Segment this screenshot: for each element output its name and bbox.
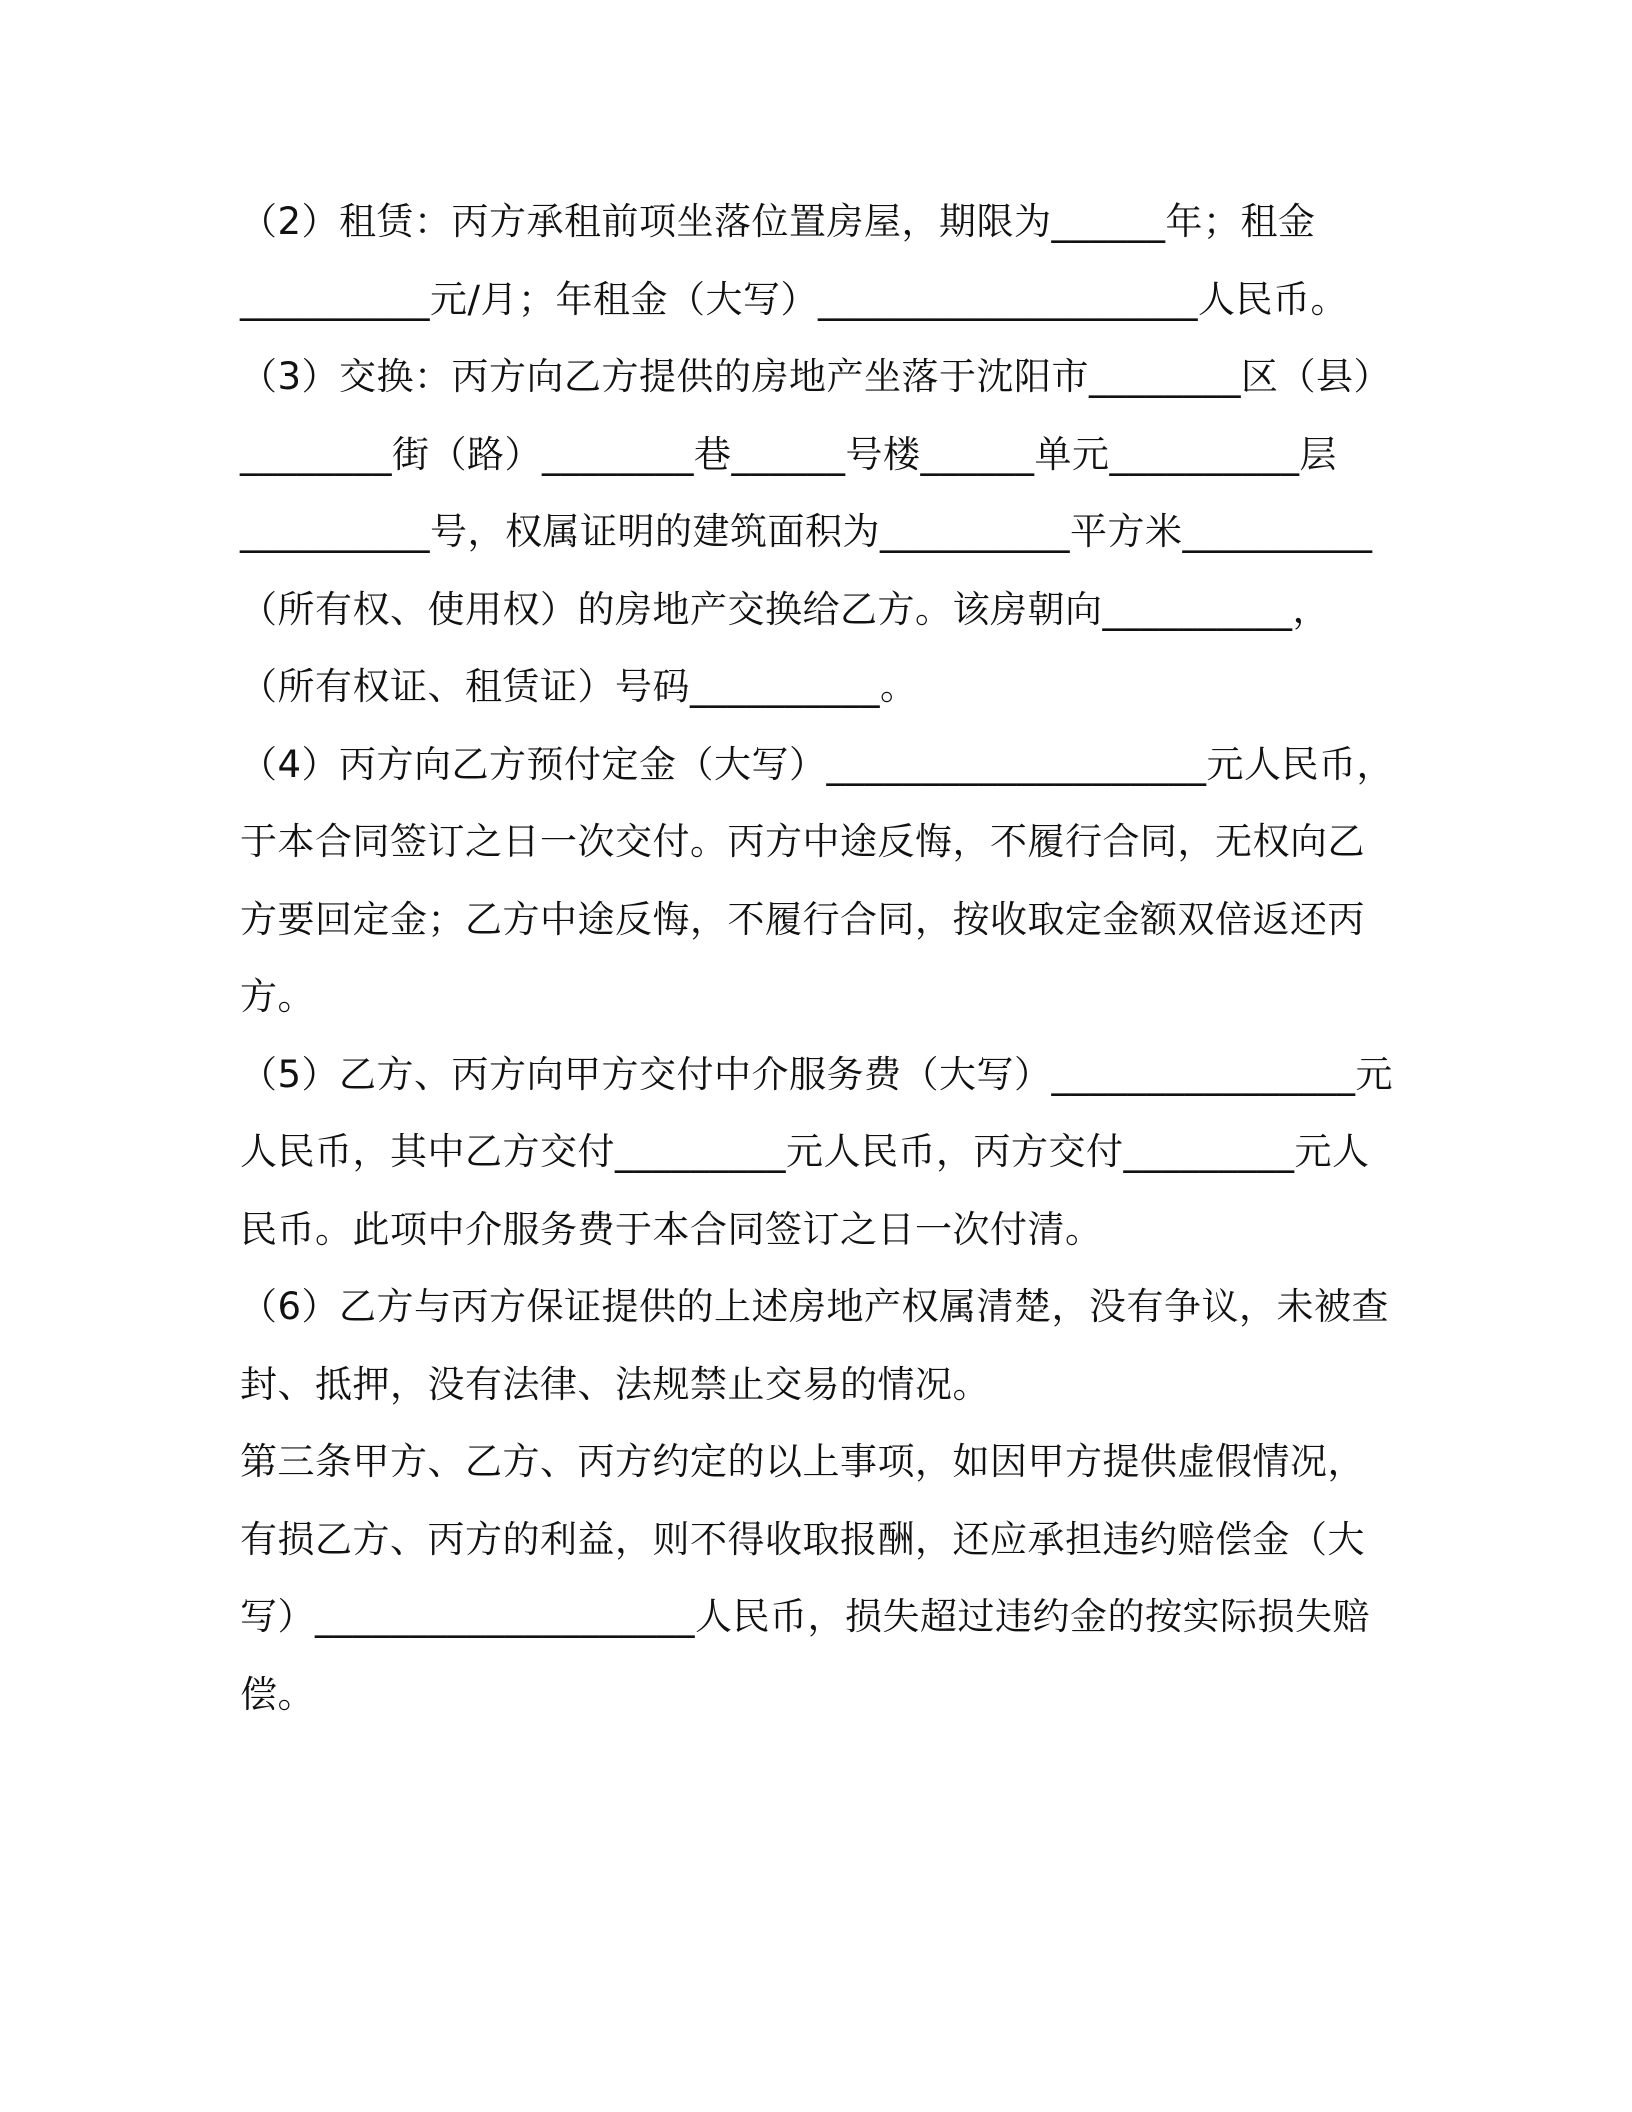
text-line: （所有权、使用权）的房地产交换给乙方。该房朝向__________， — [240, 587, 1330, 631]
text-line: 封、抵押，没有法律、法规禁止交易的情况。 — [240, 1362, 990, 1406]
text-line: （5）乙方、丙方向甲方交付中介服务费（大写）________________元 — [240, 1052, 1394, 1096]
text-line: 方要回定金；乙方中途反悔，不履行合同，按收取定金额双倍返还丙 — [240, 897, 1365, 941]
text-line: 民币。此项中介服务费于本合同签订之日一次付清。 — [240, 1207, 1103, 1251]
text-line: （3）交换：丙方向乙方提供的房地产坐落于沈阳市________区（县） — [240, 355, 1392, 398]
text-line: __________元/月；年租金（大写）____________________人民币。 — [240, 277, 1348, 321]
text-line: 方。 — [240, 975, 315, 1018]
text-line: 于本合同签订之日一次交付。丙方中途反悔，不履行合同，无权向乙 — [240, 820, 1365, 863]
text-line: （所有权证、租赁证）号码__________。 — [240, 665, 918, 708]
text-line: 偿。 — [240, 1672, 315, 1716]
text-line: 第三条甲方、乙方、丙方约定的以上事项，如因甲方提供虚假情况， — [240, 1440, 1365, 1483]
text-line: （4）丙方向乙方预付定金（大写）____________________元人民币， — [240, 742, 1395, 786]
text-line: （2）租赁：丙方承租前项坐落位置房屋，期限为______年；租金 — [240, 200, 1316, 243]
contract-body-text — [240, 183, 1395, 1733]
text-line: 人民币，其中乙方交付_________元人民币，丙方交付_________元人 — [240, 1130, 1370, 1173]
text-line: __________号，权属证明的建筑面积为__________平方米__________ — [240, 510, 1373, 553]
text-line: （6）乙方与丙方保证提供的上述房地产权属清楚，没有争议，未被查 — [240, 1285, 1390, 1328]
text-line: 有损乙方、丙方的利益，则不得收取报酬，还应承担违约赔偿金（大 — [240, 1517, 1365, 1561]
text-line: ________街（路）________巷______号楼______单元__________层 — [240, 432, 1337, 476]
text-line: 写）____________________人民币，损失超过违约金的按实际损失赔 — [240, 1595, 1370, 1638]
